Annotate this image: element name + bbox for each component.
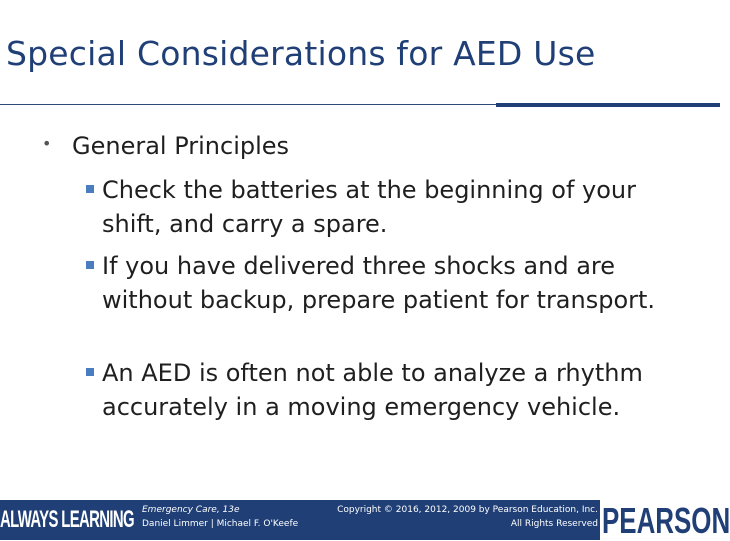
book-authors: Daniel Limmer | Michael F. O'Keefe: [142, 519, 299, 529]
rights-text: All Rights Reserved: [510, 519, 598, 529]
title-divider-accent: [496, 103, 720, 107]
bullet-level2-text: Check the batteries at the beginning of your shift, and carry a spare.: [102, 176, 636, 238]
copyright-notice: [330, 503, 598, 531]
bullet-level1-text: General Principles: [72, 132, 290, 160]
tagline-text: ALWAYS LEARNING: [0, 506, 135, 533]
bullet-dot-icon: •: [42, 134, 52, 153]
bullet-level2-text: An AED is often not able to analyze a rhythm accurately in a moving emergency vehicle.: [102, 359, 643, 421]
pearson-logo: [600, 500, 730, 541]
always-learning-logo: [0, 500, 138, 540]
slide-title: Special Considerations for AED Use: [6, 34, 596, 73]
book-title: Emergency Care, 13e: [142, 505, 240, 515]
footer-bar: [0, 500, 730, 541]
book-credit: [142, 503, 298, 531]
copyright-text: Copyright © 2016, 2012, 2009 by Pearson Education, Inc.: [337, 505, 598, 515]
square-bullet-icon: [86, 368, 94, 376]
square-bullet-icon: [86, 185, 94, 193]
square-bullet-icon: [86, 261, 94, 269]
pearson-logo-text: PEARSON: [602, 500, 730, 541]
bullet-level2-text: If you have delivered three shocks and are without backup, prepare patient for transport.: [102, 252, 656, 314]
